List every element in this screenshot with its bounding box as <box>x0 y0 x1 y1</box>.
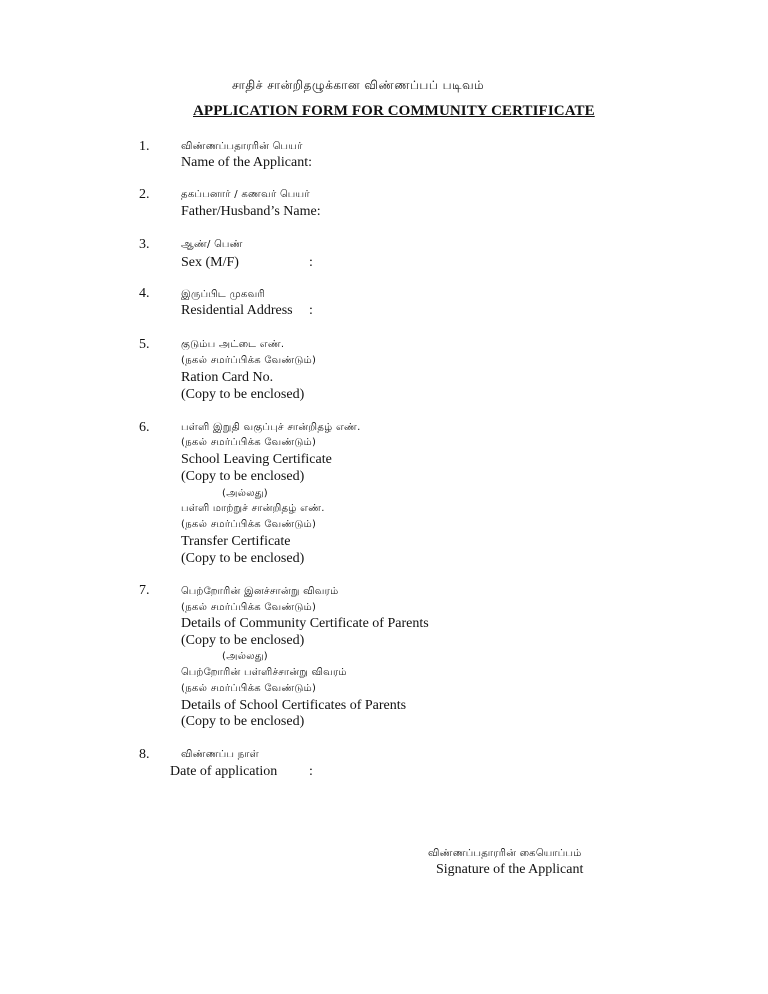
item-label-english: Details of Community Certificate of Parents <box>181 616 429 631</box>
item-label-english: Father/Husband’s Name: <box>181 204 321 219</box>
item-label-tamil: பள்ளி இறுதி வகுப்புச் சான்றிதழ் எண். <box>181 422 361 433</box>
item-label-english: School Leaving Certificate <box>181 452 332 467</box>
copy-note-tamil: (நகல் சமர்ப்பிக்க வேண்டும்) <box>181 683 317 694</box>
item-label-tamil: தகப்பனார் / கணவர் பெயர் <box>181 189 310 200</box>
copy-note-english: (Copy to be enclosed) <box>181 633 305 648</box>
item-number: 2. <box>139 187 150 202</box>
field-colon: : <box>309 764 313 779</box>
copy-note-tamil: (நகல் சமர்ப்பிக்க வேண்டும்) <box>181 519 317 530</box>
signature-label-tamil: விண்ணப்பதாரரின் கையொப்பம் <box>428 848 582 859</box>
item-label-tamil: விண்ணப்பதாரரின் பெயர் <box>181 141 303 152</box>
copy-note-tamil: (நகல் சமர்ப்பிக்க வேண்டும்) <box>181 355 317 366</box>
item-number: 3. <box>139 237 150 252</box>
copy-note-english: (Copy to be enclosed) <box>181 714 305 729</box>
item-label-english: Residential Address <box>181 303 293 318</box>
item-label-english: Name of the Applicant: <box>181 155 313 170</box>
title-tamil: சாதிச் சான்றிதழுக்கான விண்ணப்பப் படிவம் <box>232 78 485 92</box>
item-label-tamil: ஆண்/ பெண் <box>181 239 243 250</box>
alt-label-english: Details of School Certificates of Parents <box>181 698 407 713</box>
alt-label-english: Transfer Certificate <box>181 534 291 549</box>
copy-note-english: (Copy to be enclosed) <box>181 469 305 484</box>
item-label-tamil: பெற்றோரின் இனச்சான்று விவரம் <box>181 586 339 597</box>
item-number: 4. <box>139 286 150 301</box>
item-number: 5. <box>139 337 150 352</box>
title-english: APPLICATION FORM FOR COMMUNITY CERTIFICATE <box>193 103 595 119</box>
copy-note-english: (Copy to be enclosed) <box>181 387 305 402</box>
alt-label-tamil: பள்ளி மாற்றுச் சான்றிதழ் எண். <box>181 503 325 514</box>
copy-note-english: (Copy to be enclosed) <box>181 551 305 566</box>
item-number: 6. <box>139 420 150 435</box>
item-label-tamil: விண்ணப்ப நாள் <box>181 749 259 760</box>
copy-note-tamil: (நகல் சமர்ப்பிக்க வேண்டும்) <box>181 602 317 613</box>
signature-label-english: Signature of the Applicant <box>436 862 584 877</box>
field-colon: : <box>309 303 313 318</box>
item-label-english: Date of application <box>170 764 278 779</box>
or-separator-tamil: (அல்லது) <box>222 651 268 662</box>
item-label-tamil: குடும்ப அட்டை எண். <box>181 339 285 350</box>
field-colon: : <box>309 255 313 270</box>
item-label-tamil: இருப்பிட முகவரி <box>181 289 265 300</box>
alt-label-tamil: பெற்றோரின் பள்ளிச்சான்று விவரம் <box>181 667 347 678</box>
or-separator-tamil: (அல்லது) <box>222 488 268 499</box>
item-label-english: Sex (M/F) <box>181 255 239 270</box>
item-label-english: Ration Card No. <box>181 370 274 385</box>
item-number: 7. <box>139 583 150 598</box>
item-number: 1. <box>139 139 150 154</box>
copy-note-tamil: (நகல் சமர்ப்பிக்க வேண்டும்) <box>181 437 317 448</box>
item-number: 8. <box>139 747 150 762</box>
